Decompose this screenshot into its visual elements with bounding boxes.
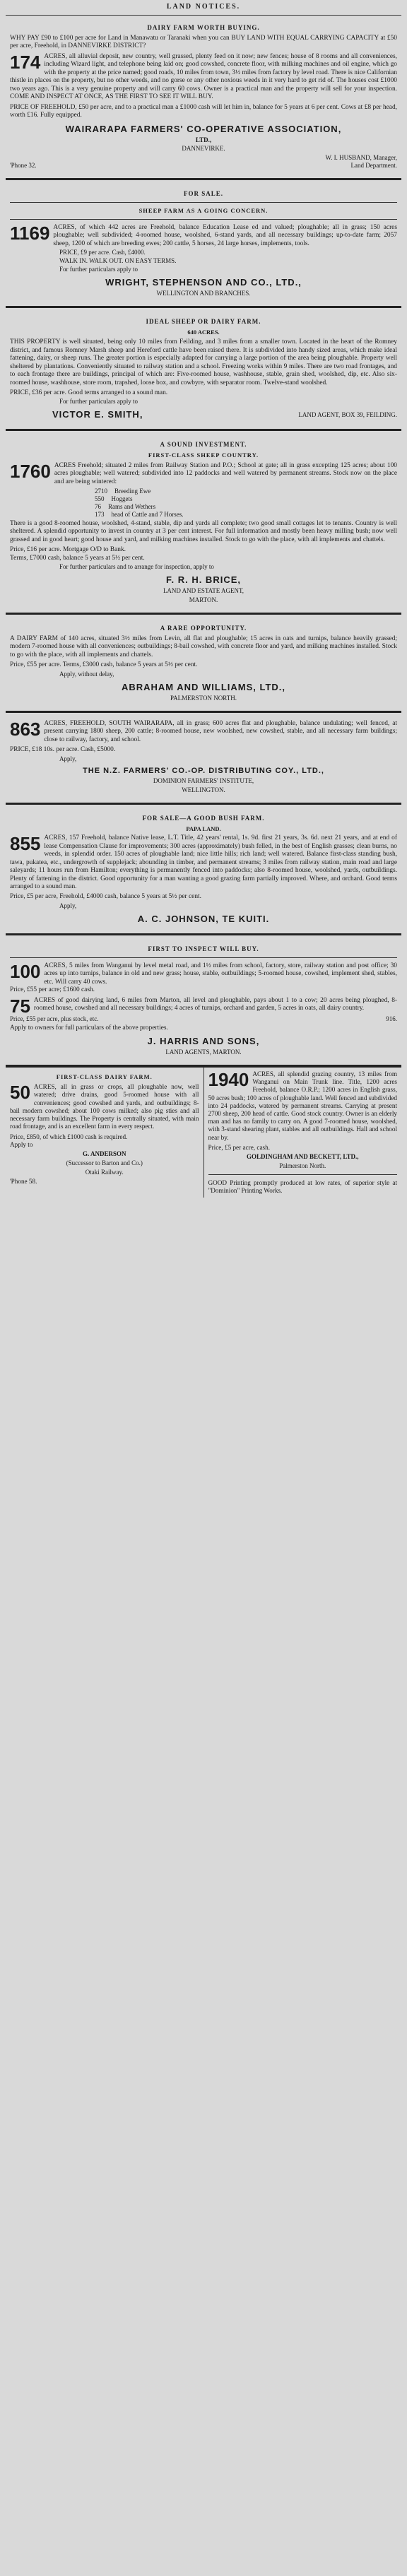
ad-heading: DAIRY FARM WORTH BUYING. bbox=[147, 24, 260, 31]
ad-body: ACRES, FREEHOLD, SOUTH WAIRARAPA, all in grass; 600 acres flat and ploughable, balance undulating; well fenced, at present carrying 1800 sheep, 200 cattle; 8-roomed house, new woolshed, new cowshed, stable, and all necessary farm buildings; close to railway, factory, and school. bbox=[44, 719, 397, 743]
divider bbox=[6, 429, 401, 431]
ad-apply: Apply, bbox=[59, 755, 77, 762]
ad-body: ACRES, all in grass or crops, all ploughable now, well watered; drive drains, good 5-roomed house with all conveniences; good cowshed and yards, and outbuildings; 8-bail modern cowshed; about 100 cows milked; also pig sties and all necessary farm buildings. The Property is centrally situated, with main road frontage, and is an excellent farm in every respect. bbox=[10, 1083, 199, 1130]
ad-intro: WHY PAY £90 to £100 per acre for Land in Manawatu or Taranaki when you can BUY LAND WITH EQUAL CARRYING CAPACITY at £50 per acre, Freehold, in DANNEVIRKE DISTRICT? bbox=[10, 34, 397, 50]
ad-body: ACRES Freehold; situated 2 miles from Railway Station and P.O.; School at gate; all in grass excepting 125 acres; about 100 acres ploughable; well watered; subdivided into 12 paddocks and well watered by permanent streams. Stock now on the place and are being wintered: bbox=[54, 461, 397, 485]
list-item: 173 head of Cattle and 7 Horses. bbox=[95, 510, 184, 518]
divider bbox=[6, 15, 401, 16]
ad-price: Price, £55 per acre, plus stock, etc. bbox=[10, 1015, 99, 1022]
firm-place: MARTON. bbox=[189, 596, 218, 604]
ad-apply: Apply to bbox=[10, 1140, 33, 1148]
ad-subheading: FIRST-CLASS SHEEP COUNTRY. bbox=[148, 451, 259, 459]
ad-rare-opportunity bbox=[6, 620, 401, 705]
land-notices-page bbox=[3, 0, 404, 1199]
firm-place: Otaki Railway. bbox=[85, 1168, 124, 1176]
firm-place: Palmerston North. bbox=[279, 1162, 326, 1170]
acreage-number: 863 bbox=[10, 718, 41, 740]
firm-name: WRIGHT, STEPHENSON AND CO., LTD., bbox=[105, 277, 302, 288]
firm-successor: (Successor to Barton and Co.) bbox=[66, 1159, 143, 1166]
ad-body: ACRES, of which 442 acres are Freehold, balance Education Lease ed and valued; ploughable; all in grass; 150 acres ploughable; well subdivided; 4-roomed house, woolshed, 6-stand yards, and all necessary buildings; up-to-date farm; 2057 sheep, 1200 of which are breeding ewes; 200 cattle, 5 horses, 24 large horses, implements, tools. bbox=[53, 223, 397, 247]
ad-terms: Terms, £7000 cash, balance 5 years at 5½ per cent. bbox=[10, 554, 145, 562]
ad-body: ACRES of good dairying land, 6 miles from Marton, all level and ploughable, pays about 1 to a cow; 20 acres being ploughed, 8-roomed house, cowshed and all necessary buildings; 4 acres of turnips, orchard and garden, 5 acres in oats, all dairy country. bbox=[33, 996, 397, 1012]
department: Land Department. bbox=[350, 162, 397, 170]
firm-name: J. HARRIS AND SONS, bbox=[147, 1036, 260, 1047]
ad-heading: IDEAL SHEEP OR DAIRY FARM. bbox=[146, 317, 261, 325]
divider bbox=[208, 1174, 398, 1175]
ad-ideal-sheep-dairy-farm bbox=[6, 314, 401, 423]
acreage-number: 100 bbox=[10, 960, 41, 982]
divider bbox=[6, 178, 401, 180]
firm-name: WAIRARAPA FARMERS' CO-OPERATIVE ASSOCIATION, bbox=[65, 123, 342, 134]
ad-heading: A RARE OPPORTUNITY. bbox=[160, 625, 247, 632]
acreage-number: 1940 bbox=[208, 1068, 249, 1090]
ad-body: ACRES, all splendid grazing country, 13 miles from Wanganui on Main Trunk line. Title, 1200 acres Freehold, balance O.R.P.; 1200 acres in English grass, 50 acres bush; 100 acres of ploughable land. Well fenced and subdivided into 24 paddocks, watered by permanent streams. Carrying at present 2700 sheep, 200 head of cattle. Good stock country. Owner is an elderly man and has no family to carry on. A good 7-roomed house, woolshed, with 3-stand shearing plant, stables and all outbuildings. Hall and school near by. bbox=[208, 1070, 397, 1141]
ad-price: PRICE, £36 per acre. Good terms arranged to a sound man. bbox=[10, 389, 168, 396]
ad-apply: Apply, without delay, bbox=[59, 670, 114, 678]
firm-place: WELLINGTON AND BRANCHES. bbox=[156, 289, 251, 297]
manager-name: W. I. HUSBAND, Manager, bbox=[325, 154, 397, 162]
divider bbox=[10, 202, 397, 203]
ad-heading: FIRST TO INSPECT WILL BUY. bbox=[148, 945, 259, 952]
firm-place: LAND AGENTS, MARTON. bbox=[165, 1048, 242, 1056]
ad-south-wairarapa bbox=[6, 719, 401, 797]
ad-price: Price, £55 per acre. Terms, £3000 cash, balance 5 years at 5½ per cent. bbox=[10, 661, 198, 669]
firm-suffix: LTD., bbox=[195, 136, 212, 143]
firm-name: F. R. H. BRICE, bbox=[165, 574, 241, 586]
ad-body: A DAIRY FARM of 140 acres, situated 3½ miles from Levin, all flat and ploughable; 15 acres in oats and turnips, balance heavily grassed; modern 7-roomed house with all conveniences; outbuildings; 8-bail cowshed, with concrete floor and yard, and milking machines installed. Stock to go with the place, with all implements and chattels. bbox=[10, 634, 397, 658]
ad-first-class-dairy-farm bbox=[6, 1068, 204, 1198]
firm-place: WELLINGTON. bbox=[182, 786, 225, 793]
ad-price: Price, £55 per acre; £1600 cash. bbox=[10, 986, 95, 994]
bottom-columns bbox=[6, 1067, 401, 1198]
list-item: 2710 Breeding Ewe bbox=[95, 488, 151, 495]
divider bbox=[6, 306, 401, 308]
firm-place: PALMERSTON NORTH. bbox=[170, 694, 237, 702]
ad-body: ACRES, all alluvial deposit, new country, well grassed, plenty feed on it now; new fences; house of 8 rooms and all conveniences, including Wizard light, and telephone being laid on; good cowshed, concrete floor, with milking machines and oil engine, which go with the property at the price named; good roads, 10 miles from town, 3½ miles from factory by level road. There is nice Californian thistle in places on the property, but no other weeds, and no gorse or any other noxious weeds in it very hard to get rid of. The houses cost £1000 two years ago. This is a very genuine property and will carry 60 cows. Owner is a practical man and the property will sell for your inspection. COME AND INSPECT AT ONCE, AS THE FIRST TO SEE IT WILL BUY. bbox=[10, 52, 397, 101]
ad-first-to-inspect bbox=[6, 941, 401, 1059]
ad-good-bush-farm bbox=[6, 810, 401, 928]
ad-body: ACRES, 5 miles from Wanganui by level metal road, and 1½ miles from school, factory, store, railway station and post office; 30 acres up into turnips, balance in old and new grass; house, stable, outbuildings; 5-roomed house, cowshed, implement shed, stables, etc. Will carry 40 cows. bbox=[44, 962, 397, 986]
ad-code: 916. bbox=[386, 1015, 397, 1022]
firm-type: LAND AND ESTATE AGENT, bbox=[163, 587, 244, 595]
ad-body: THIS PROPERTY is well situated, being only 10 miles from Feilding, and 3 miles from a smaller town. Located in the heart of the Romney district, and famous Romney Marsh sheep and Hereford cattle have been raised there. It is subdivided into handy sized areas, which make ideal fattening, dairy, or sheep runs. The greater portion is especially adapted for carrying a large portion of the area being ploughable. Property well sheltered by plantations. Conveniently situated to railway station and a school. Freezing works within 9 miles. There are two road frontages, and to each frontage there are buildings, principal of which are: Five-roomed house, washhouse, stable, grain shed, woolshed, dip, etc. Also six-roomed house, washhouse, store room, trapshed, loose box, and cowbyre, with separator room. Twelve-stand woolshed. bbox=[10, 338, 397, 386]
ad-sheep-farm-going-concern bbox=[6, 186, 401, 300]
stock-list bbox=[10, 488, 397, 519]
ad-subheading: 640 ACRES. bbox=[187, 328, 220, 336]
acreage-number: 1760 bbox=[10, 460, 51, 482]
divider bbox=[10, 219, 397, 220]
ad-price: PRICE OF FREEHOLD, £50 per acre, and to a practical man a £1000 cash will let him in, balance for 5 years at 6 per cent. Cows at £8 per head, worth £16. Fully equipped. bbox=[10, 103, 397, 119]
ad-grazing-country bbox=[204, 1068, 402, 1198]
ad-apply: For further particulars apply to bbox=[59, 266, 138, 273]
acreage-number: 1169 bbox=[10, 222, 50, 244]
ad-body: ACRES, 157 Freehold, balance Native lease, L.T. Title, 42 years' rental, 1s. 9d. first 21 years, 3s. 6d. next 21 years, and at end of lease Compensation Clause for improvements; 300 acres (approximately) bush felled, in the best of English grasses; clean burns, no weeds, in splendid order. 150 acres of ploughable land; nice little hills; rich land; well watered. Balance first-class standing bush, tawa, pukatea, etc., undergrowth of supplejack; abounding in timber, and permanent streams; 3 miles from railway station, main road and large saleyards; 11 hours run from Hamilton; everything is permanently fenced into paddocks; also 8-roomed house, woolshed, yards, outbuildings. Plenty of fattening in the district. Good opportunity for a man wanting a good grazing farm partially improved. Where, and orchard. Good terms arranged to a sound man. bbox=[10, 834, 397, 890]
acreage-number: 75 bbox=[10, 995, 30, 1017]
ad-price: Price, £5 per acre, cash. bbox=[208, 1143, 270, 1151]
list-item: 550 Hoggets bbox=[95, 495, 133, 502]
ad-subheading: SHEEP FARM AS A GOING CONCERN. bbox=[138, 207, 269, 215]
ad-apply: Apply to owners for full particulars of the above properties. bbox=[10, 1024, 168, 1032]
ad-price: PRICE, £18 10s. per acre. Cash, £5000. bbox=[10, 746, 116, 754]
firm-name: VICTOR E. SMITH, bbox=[52, 409, 143, 420]
firm-name: ABRAHAM AND WILLIAMS, LTD., bbox=[121, 681, 286, 692]
ad-apply: Apply, bbox=[59, 902, 77, 909]
ad-heading: A SOUND INVESTMENT. bbox=[160, 441, 247, 449]
ad-price: Price, £16 per acre. Mortgage O/D to Bank. bbox=[10, 546, 126, 554]
firm-address: LAND AGENT, BOX 39, FEILDING. bbox=[298, 410, 397, 418]
ad-apply: For further particulars and to arrange for inspection, apply to bbox=[59, 563, 214, 571]
ad-walk-in: WALK IN. WALK OUT. ON EASY TERMS. bbox=[59, 257, 177, 265]
ad-heading: FOR SALE. bbox=[183, 190, 223, 198]
masthead: LAND NOTICES. bbox=[166, 3, 241, 11]
acreage-number: 855 bbox=[10, 833, 41, 855]
acreage-number: 50 bbox=[10, 1082, 30, 1104]
firm-name: GOLDINGHAM AND BECKETT, LTD., bbox=[246, 1153, 359, 1161]
ad-heading: FOR SALE—A GOOD BUSH FARM. bbox=[142, 814, 265, 822]
firm-place: DANNEVIRKE. bbox=[182, 145, 225, 153]
phone-number: 'Phone 32. bbox=[10, 162, 37, 170]
ad-apply: For further particulars apply to bbox=[59, 398, 138, 406]
divider bbox=[6, 803, 401, 805]
firm-name: THE N.Z. FARMERS' CO.-OP. DISTRIBUTING COY., LTD., bbox=[83, 766, 324, 775]
ad-sound-investment bbox=[6, 437, 401, 607]
divider bbox=[6, 613, 401, 615]
divider bbox=[6, 933, 401, 935]
ad-subheading: PAPA LAND. bbox=[186, 825, 221, 832]
firm-name: A. C. JOHNSON, TE KUITI. bbox=[137, 913, 270, 924]
ad-heading: FIRST-CLASS DAIRY FARM. bbox=[56, 1073, 153, 1080]
divider bbox=[6, 711, 401, 713]
ad-dairy-farm-worth-buying bbox=[6, 20, 401, 172]
list-item: 76 Rams and Wethers bbox=[95, 502, 156, 510]
firm-name: G. ANDERSON bbox=[82, 1150, 126, 1157]
ad-price: Price, £5 per acre, Freehold, £4000 cash, balance 5 years at 5½ per cent. bbox=[10, 893, 201, 901]
ad-price: PRICE, £9 per acre. Cash, £4000. bbox=[59, 249, 146, 256]
divider bbox=[10, 957, 397, 958]
ad-price: Price, £850, of which £1000 cash is required. bbox=[10, 1133, 128, 1140]
printing-notice: GOOD Printing promptly produced at low rates, of superior style at "Dominion" Printing Works. bbox=[208, 1178, 397, 1195]
ad-body-continued: There is a good 8-roomed house, woolshed, 4-stand, stable, dip and yards all complete; two good small cottages let to tenants. Country is well sheltered. A splendid opportunity to invest in country at 3 per cent interest. For full information and mostly been heavy milling bush; now well grassed and in good heart; good house and yard, and milking machines installed. Stock to go with the place, with all implements and chattels. bbox=[10, 519, 397, 543]
acreage-number: 174 bbox=[10, 51, 41, 73]
phone-number: 'Phone 58. bbox=[10, 1177, 37, 1185]
firm-building: DOMINION FARMERS' INSTITUTE, bbox=[153, 776, 254, 784]
